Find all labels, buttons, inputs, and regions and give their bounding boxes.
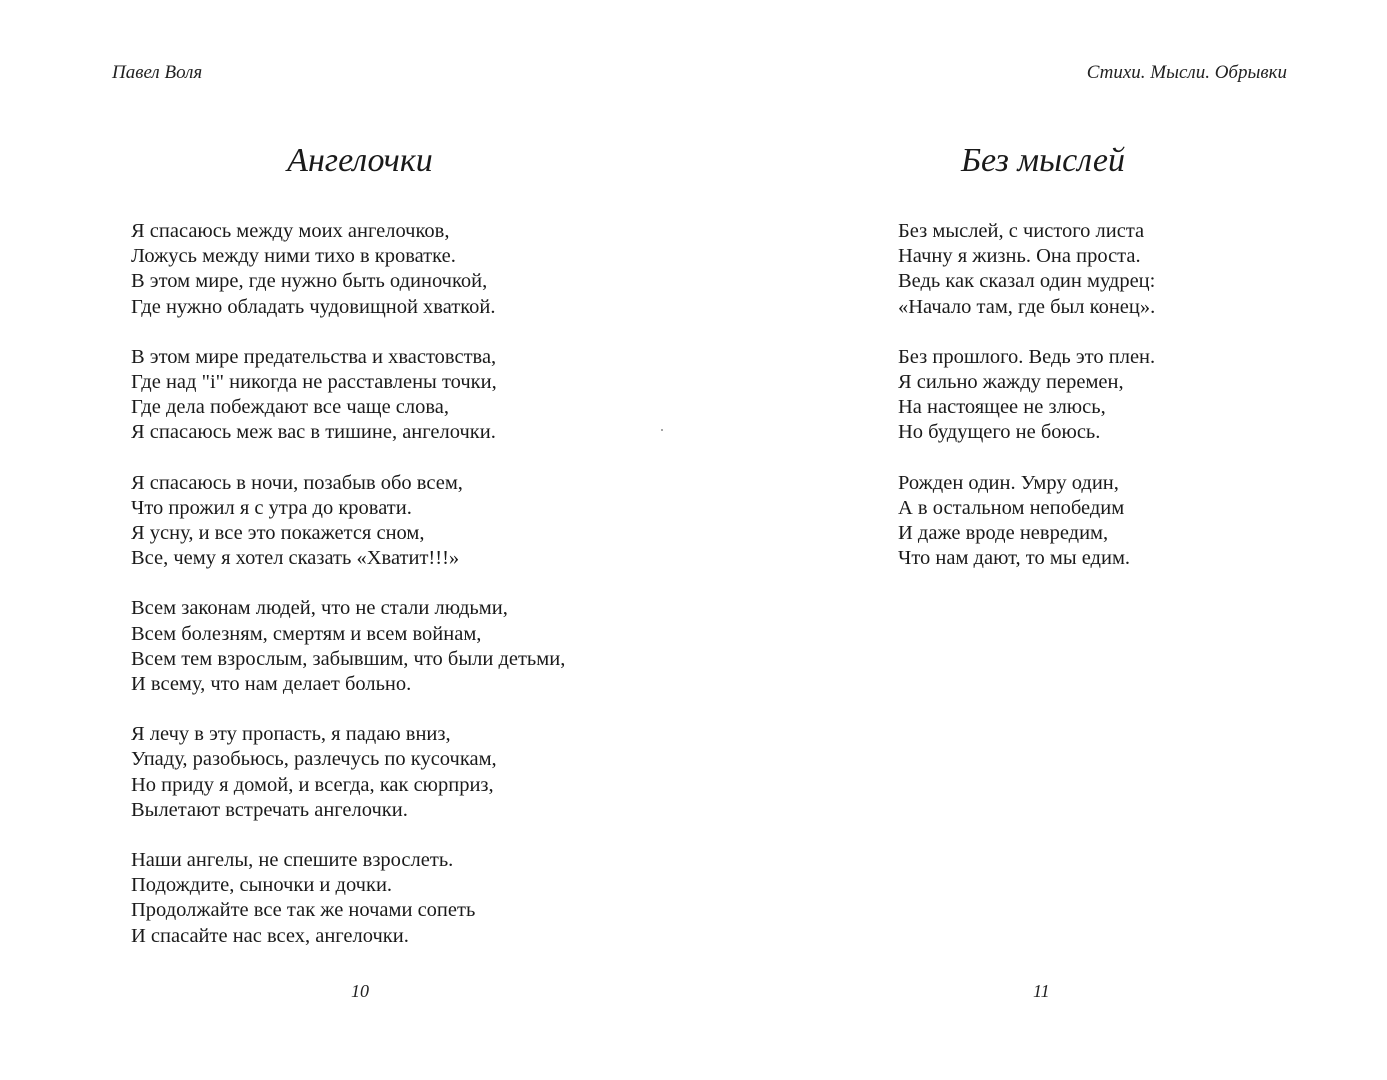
poem-line: Где нужно обладать чудовищной хваткой.: [131, 295, 496, 318]
stanza: [898, 219, 1155, 320]
poem-line: И даже вроде невредим,: [898, 522, 1109, 545]
poem-line: Я сильно жажду перемен,: [898, 371, 1124, 394]
page-number: 11: [1033, 981, 1050, 1001]
stanza: [131, 722, 565, 823]
poem-line: В этом мире предательства и хвастовства,: [131, 345, 497, 368]
poem-line: Где над "i" никогда не расставлены точки,: [131, 371, 497, 394]
stanza: [131, 848, 565, 949]
poem-line: Я спасаюсь между моих ангелочков,: [131, 220, 450, 242]
poem-line: Продолжайте все так же ночами сопеть: [131, 899, 476, 922]
poem-line: Я лечу в эту пропасть, я падаю вниз,: [131, 723, 451, 746]
poem-line: И всему, что нам делает больно.: [131, 673, 412, 696]
right-page: [693, 0, 1387, 1080]
poem-line: Упаду, разобьюсь, разлечусь по кусочкам,: [131, 748, 497, 771]
stanza: [131, 471, 565, 572]
poem-line: Начну я жизнь. Она проста.: [898, 245, 1141, 268]
poem-line: Подождите, сыночки и дочки.: [131, 874, 393, 897]
stanza: [131, 219, 565, 320]
poem-line: На настоящее не злюсь,: [898, 396, 1106, 419]
poem-line: Но приду я домой, и всегда, как сюрприз,: [131, 773, 494, 796]
stanza: [131, 596, 565, 697]
poem-line: Наши ангелы, не спешите взрослеть.: [131, 849, 454, 872]
poem-line: Все, чему я хотел сказать «Хватит!!!»: [131, 547, 460, 570]
poem-line: Всем тем взрослым, забывшим, что были детьми,: [131, 647, 566, 670]
poem-body: [131, 219, 565, 974]
poem-line: Ложусь между ними тихо в кроватке.: [131, 245, 456, 268]
poem-title: Без мыслей: [960, 142, 1126, 179]
poem-line: Что нам дают, то мы едим.: [898, 547, 1131, 570]
poem-line: Где дела побеждают все чаще слова,: [131, 396, 450, 419]
poem-body: [898, 219, 1155, 596]
stanza: [131, 345, 565, 446]
left-page: [0, 0, 693, 1080]
print-speck: [661, 429, 663, 431]
poem-line: Без мыслей, с чистого листа: [898, 220, 1145, 242]
poem-line: Рожден один. Умру один,: [898, 471, 1119, 494]
poem-line: В этом мире, где нужно быть одиночкой,: [131, 270, 488, 293]
poem-line: «Начало там, где был конец».: [898, 295, 1156, 318]
poem-line: А в остальном непобедим: [898, 496, 1125, 519]
poem-line: Ведь как сказал один мудрец:: [898, 270, 1156, 293]
poem-line: Всем болезням, смертям и всем войнам,: [131, 622, 482, 645]
stanza: [898, 345, 1155, 446]
running-head-author: Павел Воля: [112, 62, 203, 83]
poem-line: Всем законам людей, что не стали людьми,: [131, 597, 508, 620]
poem-line: Я спасаюсь меж вас в тишине, ангелочки.: [131, 421, 496, 444]
poem-title: Ангелочки: [287, 142, 433, 179]
poem-line: Я спасаюсь в ночи, позабыв обо всем,: [131, 471, 463, 494]
stanza: [898, 471, 1155, 572]
page-number: 10: [351, 981, 369, 1001]
poem-line: Без прошлого. Ведь это плен.: [898, 345, 1156, 368]
running-head-book-title: Стихи. Мысли. Обрывки: [1086, 62, 1287, 83]
poem-line: И спасайте нас всех, ангелочки.: [131, 924, 409, 947]
poem-line: Я усну, и все это покажется сном,: [131, 522, 425, 545]
poem-line: Но будущего не боюсь.: [898, 421, 1101, 444]
poem-line: Что прожил я с утра до кровати.: [131, 496, 412, 519]
poem-line: Вылетают встречать ангелочки.: [131, 798, 408, 821]
